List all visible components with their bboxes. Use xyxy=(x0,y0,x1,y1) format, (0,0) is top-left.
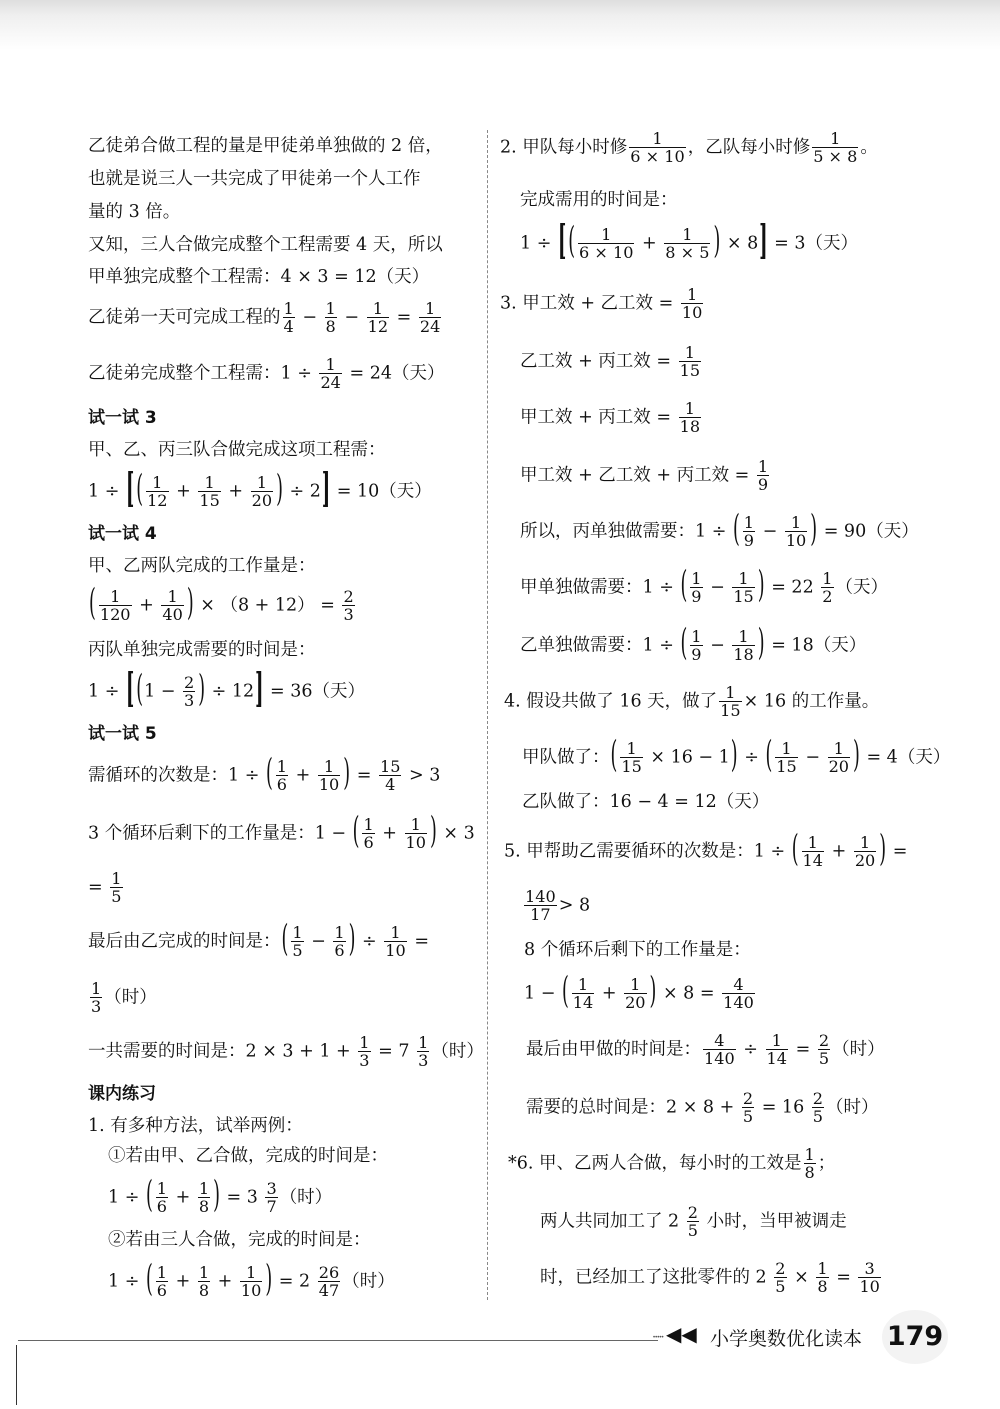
text: = xyxy=(795,1039,811,1060)
text: 需要的总时间是：2 × 8 + xyxy=(526,1097,735,1118)
text: = 10（天） xyxy=(336,481,432,502)
text-line: 甲、乙两队完成的工作量是： xyxy=(88,556,316,576)
text-line: 乙队做了：16 − 4 = 12（天） xyxy=(522,792,770,812)
text: 甲队做了： xyxy=(522,747,610,768)
fraction: $\frac{1}{12}$ xyxy=(367,299,389,337)
equation-line: ( $\frac{1}{120}$ + $\frac{1}{40}$ ) × （8 + 12） = $\frac{2}{3}$ xyxy=(89,583,354,626)
page-number: 179 xyxy=(882,1310,948,1364)
text: > 3 xyxy=(409,765,441,786)
text: 1 ÷ xyxy=(108,1271,140,1292)
text: = 36（天） xyxy=(270,681,366,702)
text: （天） xyxy=(835,577,889,598)
equation-line: 4. 假设共做了 16 天，做了 $\frac{1}{15}$ × 16 的工作量。 xyxy=(504,683,880,721)
text: （时） xyxy=(826,1097,879,1118)
text: 一共需要的时间是：2 × 3 + 1 + xyxy=(88,1041,351,1062)
equation-line: 3 个循环后剩下的工作量是：1 − ( $\frac{1}{6}$ + $\frac{1}{10}$ ) × 3 xyxy=(88,811,475,854)
page-edge-line xyxy=(16,1345,17,1405)
text: 时，已经加工了这批零件的 2 xyxy=(540,1267,767,1288)
text: ，乙队每小时修 xyxy=(687,137,811,158)
text: 3 个循环后剩下的工作量是：1 − xyxy=(88,823,347,844)
text-line: 也就是说三人一共完成了甲徒弟一个人工作 xyxy=(88,169,421,189)
text: 1 − xyxy=(524,983,556,1004)
text: 乙单独做需要：1 ÷ xyxy=(520,635,674,656)
text: = 90（天） xyxy=(823,521,919,542)
equation-line: 时，已经加工了这批零件的 2 $\frac{2}{5}$ × $\frac{1}{8}$ = $\frac{3}{10}$ xyxy=(540,1259,880,1297)
text: （时） xyxy=(832,1039,885,1060)
book-title: 小学奥数优化读本 xyxy=(710,1328,863,1350)
text: = xyxy=(892,841,908,862)
equation-line: 甲单独做需要：1 ÷ ( $\frac{1}{9}$ − $\frac{1}{15}$ ) = 22 $\frac{1}{2}$ （天） xyxy=(520,565,889,608)
equation-line: 1 ÷ [ ( $\frac{1}{12}$ + $\frac{1}{15}$ + $\frac{1}{20}$ ) ÷ 2] = 10（天） xyxy=(88,467,432,514)
text: 5. 甲帮助乙需要循环的次数是：1 ÷ xyxy=(504,841,786,862)
text: × 16 的工作量。 xyxy=(743,691,880,712)
text-line: 8 个循环后剩下的工作量是： xyxy=(524,940,751,960)
text: ÷ xyxy=(743,1039,758,1060)
text: = 24（天） xyxy=(349,363,445,384)
text: 两人共同加工了 2 xyxy=(540,1211,680,1232)
text: 最后由乙完成的时间是： xyxy=(88,931,281,952)
equation-line: 甲工效 + 丙工效 = $\frac{1}{18}$ xyxy=(520,399,701,437)
fraction: $\frac{1}{24}$ xyxy=(419,299,441,337)
equation-line: 两人共同加工了 2 $\frac{2}{5}$ 小时，当甲被调走 xyxy=(540,1203,847,1241)
text: = 3（天） xyxy=(774,233,858,254)
equation-line: $\frac{140}{17}$ > 8 xyxy=(525,887,591,925)
text: （时） xyxy=(279,1187,333,1208)
section-heading: 试一试 4 xyxy=(88,524,157,544)
equation-line: 5. 甲帮助乙需要循环的次数是：1 ÷ ( $\frac{1}{14}$ + $\frac{1}{20}$ ) = xyxy=(504,829,908,872)
text: 乙工效 + 丙工效 = xyxy=(520,351,672,372)
column-divider xyxy=(487,130,488,1300)
equation-line: 乙徒弟一天可完成工程的 $\frac{1}{4}$ − $\frac{1}{8}$ − $\frac{1}{12}$ = $\frac{1}{24}$ xyxy=(88,299,441,337)
text: 甲单独做需要：1 ÷ xyxy=(520,577,674,598)
text: 需循环的次数是：1 ÷ xyxy=(88,765,260,786)
text-line: 又知，三人合做完成整个工程需要 4 天，所以 xyxy=(88,235,443,255)
text: 所以，丙单独做需要：1 ÷ xyxy=(520,521,727,542)
text: 2. 甲队每小时修 xyxy=(500,137,628,158)
text-line: 乙徒弟合做工程的量是甲徒弟单独做的 2 倍， xyxy=(88,136,443,156)
text: ÷ xyxy=(362,931,377,952)
text: × 8 = xyxy=(662,983,715,1004)
text: = 2 xyxy=(278,1271,311,1292)
text: > 8 xyxy=(558,895,591,916)
equation-line: *6. 甲、乙两人合做，每小时的工效是 $\frac{1}{8}$ ； xyxy=(508,1145,836,1183)
footer-dots: ····· xyxy=(652,1330,663,1345)
equation-line: 需循环的次数是：1 ÷ ( $\frac{1}{6}$ + $\frac{1}{10}$ ) = $\frac{15}{4}$ > 3 xyxy=(88,753,441,796)
text: × 8 xyxy=(726,233,759,254)
text: *6. 甲、乙两人合做，每小时的工效是 xyxy=(508,1153,802,1174)
text-line: ②若由三人合做，完成的时间是： xyxy=(108,1230,371,1250)
text: 4. 假设共做了 16 天，做了 xyxy=(504,691,718,712)
text-line: 量的 3 倍。 xyxy=(88,202,181,222)
text: ÷ 12 xyxy=(211,681,255,702)
equation-line: 1 ÷ ( $\frac{1}{6}$ + $\frac{1}{8}$ + $\frac{1}{10}$ ) = 2 $\frac{26}{47}$ （时） xyxy=(108,1259,395,1302)
scan-top-shadow xyxy=(0,0,1000,50)
text: = xyxy=(88,877,103,898)
section-heading: 试一试 5 xyxy=(88,724,157,744)
text-line: 完成需用的时间是： xyxy=(520,190,678,210)
double-left-arrow-icon: ◀◀ xyxy=(666,1322,697,1346)
text: × （8 + 12） = xyxy=(200,595,335,616)
section-heading: 课内练习 xyxy=(88,1084,156,1104)
text: = 7 xyxy=(378,1041,410,1062)
section-heading: 试一试 3 xyxy=(88,408,157,428)
text: 甲工效 + 丙工效 = xyxy=(520,407,672,428)
text: （时） xyxy=(431,1041,484,1062)
text: = 3 xyxy=(226,1187,258,1208)
text: = 4（天） xyxy=(866,747,951,768)
equation-line: 1 ÷ [ (1 − $\frac{2}{3}$ ) ÷ 12] = 36（天） xyxy=(88,667,366,714)
equation-line xyxy=(88,356,445,392)
fraction: $\frac{1}{4}$ xyxy=(283,299,294,337)
text-line: 甲单独完成整个工程需：4 × 3 = 12（天） xyxy=(88,267,430,287)
text: × 3 xyxy=(443,823,475,844)
text: ÷ xyxy=(744,747,759,768)
equation-line: 甲工效 + 乙工效 + 丙工效 = $\frac{1}{9}$ xyxy=(520,457,769,495)
text: = 16 xyxy=(761,1097,805,1118)
equation-line: 需要的总时间是：2 × 8 + $\frac{2}{5}$ = 16 $\frac{2}{5}$ （时） xyxy=(526,1089,879,1127)
text-line: 1. 有多种方法，试举两例： xyxy=(88,1116,303,1136)
text: 小时，当甲被调走 xyxy=(706,1211,847,1232)
equation-line: 乙工效 + 丙工效 = $\frac{1}{15}$ xyxy=(520,343,701,381)
equation-line: 乙单独做需要：1 ÷ ( $\frac{1}{9}$ − $\frac{1}{18}$ ) = 18（天） xyxy=(520,623,867,666)
text: = 22 xyxy=(771,577,814,598)
equation-line: 1 ÷ [ ( $\frac{1}{6 \times 10}$ + $\frac{1}{8 \times 5}$ ) × 8] = 3（天） xyxy=(520,219,858,266)
text: （时） xyxy=(342,1271,395,1292)
text: 乙徒弟完成整个工程需：1 ÷ xyxy=(88,363,312,384)
fraction: $\frac{1}{8}$ xyxy=(325,299,336,337)
text: 乙徒弟一天可完成工程的 xyxy=(88,307,281,328)
equation-line: 所以，丙单独做需要：1 ÷ ( $\frac{1}{9}$ − $\frac{1}{10}$ ) = 90（天） xyxy=(520,509,919,552)
text-line: ①若由甲、乙合做，完成的时间是： xyxy=(108,1146,388,1166)
equation-line: 1 − ( $\frac{1}{14}$ + $\frac{1}{20}$ ) × 8 = $\frac{4}{140}$ xyxy=(524,971,754,1014)
equation-line: 3. 甲工效 + 乙工效 = $\frac{1}{10}$ xyxy=(500,285,703,323)
text: = xyxy=(356,765,372,786)
equation-line: 最后由甲做的时间是： $\frac{4}{140}$ ÷ $\frac{1}{14}$ = $\frac{2}{5}$ （时） xyxy=(526,1031,885,1069)
text: ； xyxy=(817,1153,836,1174)
equation-line: 1 ÷ ( $\frac{1}{6}$ + $\frac{1}{8}$ ) = 3 $\frac{3}{7}$ （时） xyxy=(108,1175,333,1218)
equation-line: $\frac{1}{3}$ （时） xyxy=(91,979,157,1017)
footer-rule xyxy=(18,1340,658,1341)
text: 1 ÷ xyxy=(88,481,120,502)
text: 1 ÷ xyxy=(108,1187,140,1208)
equation-line: = $\frac{1}{5}$ xyxy=(88,869,122,907)
text: = 18（天） xyxy=(771,635,867,656)
text: = xyxy=(414,931,430,952)
text-line: 丙队单独完成需要的时间是： xyxy=(88,640,316,660)
text: 甲工效 + 乙工效 + 丙工效 = xyxy=(520,465,750,486)
text: = xyxy=(836,1267,851,1288)
equation-line: 最后由乙完成的时间是：( $\frac{1}{5}$ − $\frac{1}{6}$ ) ÷ $\frac{1}{10}$ = xyxy=(88,919,430,962)
equation-line: 一共需要的时间是：2 × 3 + 1 + $\frac{1}{3}$ = 7 $\frac{1}{3}$ （时） xyxy=(88,1033,484,1071)
text: 。 xyxy=(860,137,878,158)
text-line: 甲、乙、丙三队合做完成这项工程需： xyxy=(88,440,386,460)
text: 最后由甲做的时间是： xyxy=(526,1039,701,1060)
equation-line: 甲队做了：( $\frac{1}{15}$ × 16 − 1) ÷ ( $\frac{1}{15}$ − $\frac{1}{20}$ ) = 4（天） xyxy=(522,735,951,778)
text: （时） xyxy=(104,987,157,1008)
equation-line: 2. 甲队每小时修 $\frac{1}{6 \times 10}$ ，乙队每小时修 $\frac{1}{5 \times 8}$ 。 xyxy=(500,129,878,167)
text: 3. 甲工效 + 乙工效 = xyxy=(500,293,674,314)
fraction: $\frac{1}{24}$ xyxy=(320,355,341,393)
text: 1 ÷ xyxy=(88,681,120,702)
text: × xyxy=(794,1267,809,1288)
text: ÷ 2 xyxy=(289,481,321,502)
